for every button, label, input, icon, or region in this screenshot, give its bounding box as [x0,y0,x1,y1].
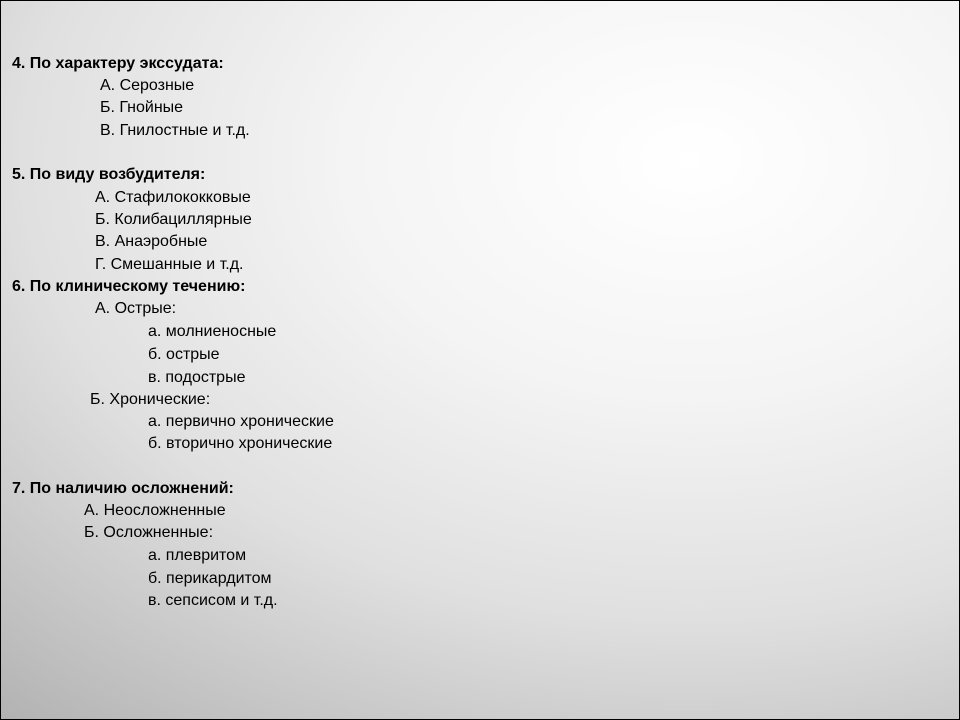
section-7-heading: 7. По наличию осложнений: [12,480,234,497]
section-6-chronic-item-b: б. вторично хронические [148,435,333,452]
section-6-group-chronic-label: Б. Хронические: [90,391,211,408]
section-6-acute-item-b: б. острые [148,346,220,363]
section-7-group-uncomplicated-label: А. Неосложненные [84,502,226,519]
section-5-item-a: А. Стафилококковые [95,189,251,206]
section-7-complicated-item-a: а. плевритом [148,547,247,564]
section-6-group-acute-label: А. Острые: [95,300,177,317]
section-7-complicated-item-c: в. сепсисом и т.д. [148,592,278,609]
section-6-acute-item-c: в. подострые [148,369,246,386]
section-6-heading: 6. По клиническому течению: [12,278,246,295]
section-5-heading: 5. По виду возбудителя: [12,166,206,183]
section-6-acute-item-a: а. молниеносные [148,323,277,340]
section-6-chronic-item-a: а. первично хронические [148,413,334,430]
section-7-group-complicated-label: Б. Осложненные: [84,524,214,541]
section-4-item-b: Б. Гнойные [100,99,184,116]
section-4-item-a: А. Серозные [100,77,195,94]
section-5-item-b: Б. Колибациллярные [95,211,252,228]
section-4-item-c: В. Гнилостные и т.д. [100,122,250,139]
section-4-heading: 4. По характеру экссудата: [12,55,224,72]
section-5-item-c: В. Анаэробные [95,233,208,250]
section-7-complicated-item-b: б. перикардитом [148,570,272,587]
section-5-item-d: Г. Смешанные и т.д. [95,256,244,273]
